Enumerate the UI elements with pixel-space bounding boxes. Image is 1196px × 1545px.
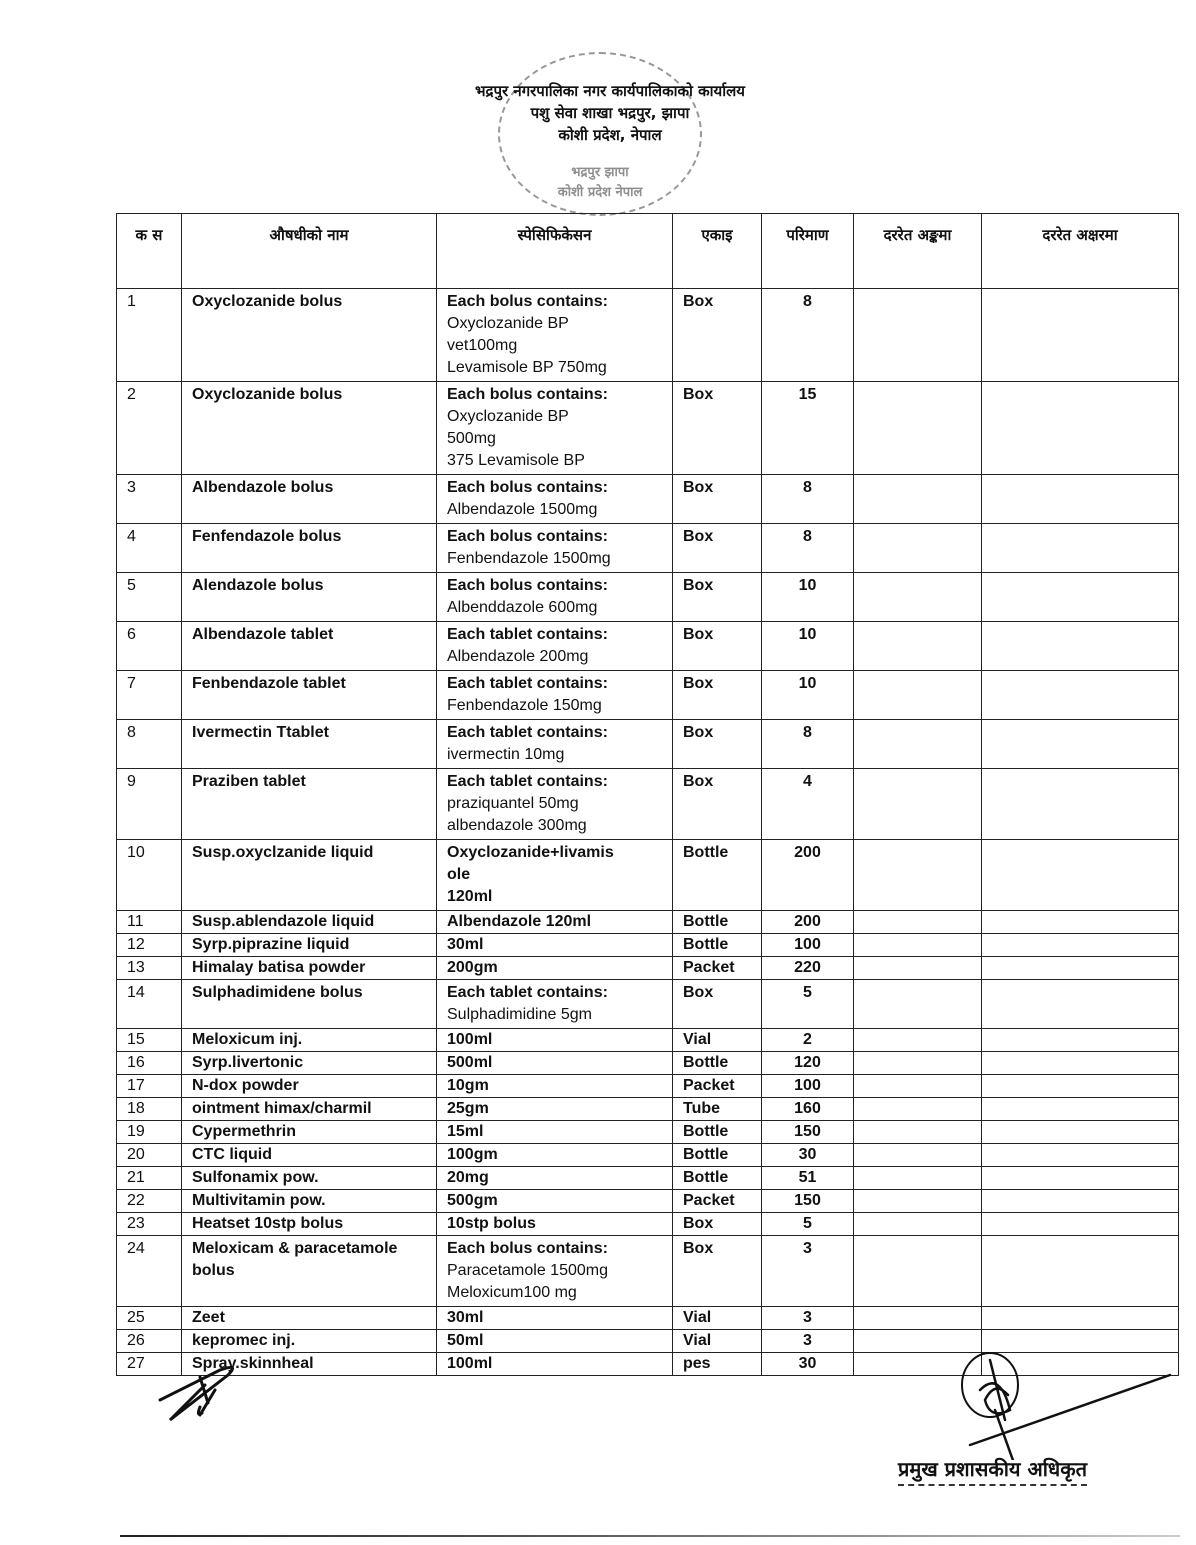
serial-number: 21 bbox=[117, 1167, 182, 1190]
medicine-name: Himalay batisa powder bbox=[182, 957, 437, 980]
serial-number: 1 bbox=[117, 289, 182, 382]
rate-in-words-cell bbox=[982, 524, 1179, 573]
rate-in-figures-cell bbox=[854, 1029, 982, 1052]
serial-number: 17 bbox=[117, 1075, 182, 1098]
quantity: 3 bbox=[762, 1236, 854, 1307]
specification bbox=[437, 1353, 673, 1376]
specification bbox=[437, 1052, 673, 1075]
specification-line: Oxyclozanide BP bbox=[447, 315, 569, 332]
rate-in-words-cell bbox=[982, 1075, 1179, 1098]
rate-in-words-cell bbox=[982, 1029, 1179, 1052]
medicine-name: Zeet bbox=[182, 1307, 437, 1330]
table-row bbox=[117, 769, 1179, 840]
rate-in-words-cell bbox=[982, 1190, 1179, 1213]
table-row bbox=[117, 1307, 1179, 1330]
rate-in-words-cell bbox=[982, 289, 1179, 382]
rate-in-figures-cell bbox=[854, 957, 982, 980]
specification bbox=[437, 840, 673, 911]
bottom-rule bbox=[120, 1535, 1180, 1537]
col-header-unit: एकाइ bbox=[673, 214, 762, 289]
rate-in-words-cell bbox=[982, 957, 1179, 980]
unit: Tube bbox=[673, 1098, 762, 1121]
rate-in-figures-cell bbox=[854, 840, 982, 911]
serial-number: 11 bbox=[117, 911, 182, 934]
quantity: 3 bbox=[762, 1307, 854, 1330]
specification-heading: 15ml bbox=[447, 1123, 484, 1140]
medicine-name: Susp.ablendazole liquid bbox=[182, 911, 437, 934]
medicine-name: Ivermectin Ttablet bbox=[182, 720, 437, 769]
rate-in-words-cell bbox=[982, 573, 1179, 622]
rate-in-figures-cell bbox=[854, 1167, 982, 1190]
medicine-name: Sulphadimidene bolus bbox=[182, 980, 437, 1029]
specification-heading: 50ml bbox=[447, 1332, 484, 1349]
unit: Box bbox=[673, 1213, 762, 1236]
rate-in-figures-cell bbox=[854, 622, 982, 671]
table-row bbox=[117, 1052, 1179, 1075]
rate-in-figures-cell bbox=[854, 1190, 982, 1213]
medicine-name: Sulfonamix pow. bbox=[182, 1167, 437, 1190]
specification bbox=[437, 1190, 673, 1213]
table-row bbox=[117, 622, 1179, 671]
right-signature bbox=[950, 1350, 1190, 1460]
serial-number: 16 bbox=[117, 1052, 182, 1075]
rate-in-figures-cell bbox=[854, 1121, 982, 1144]
serial-number: 23 bbox=[117, 1213, 182, 1236]
medicine-name: Heatset 10stp bolus bbox=[182, 1213, 437, 1236]
table-row bbox=[117, 1167, 1179, 1190]
specification-line: Albenddazole 600mg bbox=[447, 599, 598, 616]
rate-in-words-cell bbox=[982, 475, 1179, 524]
serial-number: 26 bbox=[117, 1330, 182, 1353]
specification-heading: Each tablet contains: bbox=[447, 724, 608, 741]
unit: Bottle bbox=[673, 840, 762, 911]
quantity: 200 bbox=[762, 840, 854, 911]
table-row bbox=[117, 573, 1179, 622]
specification bbox=[437, 382, 673, 475]
col-header-serial: क स bbox=[117, 214, 182, 289]
specification-line: Albendazole 200mg bbox=[447, 648, 589, 665]
quantity: 15 bbox=[762, 382, 854, 475]
quantity: 8 bbox=[762, 289, 854, 382]
rate-in-figures-cell bbox=[854, 573, 982, 622]
specification-line: ivermectin 10mg bbox=[447, 746, 565, 763]
medicine-name: Fenbendazole tablet bbox=[182, 671, 437, 720]
unit: Box bbox=[673, 289, 762, 382]
medicine-name: Syrp.piprazine liquid bbox=[182, 934, 437, 957]
specification bbox=[437, 524, 673, 573]
quantity: 100 bbox=[762, 1075, 854, 1098]
specification bbox=[437, 671, 673, 720]
unit: Box bbox=[673, 980, 762, 1029]
specification-heading: 500ml bbox=[447, 1054, 493, 1071]
quantity: 8 bbox=[762, 720, 854, 769]
specification-heading: 500gm bbox=[447, 1192, 498, 1209]
specification-heading: 10gm bbox=[447, 1077, 489, 1094]
unit: Packet bbox=[673, 1190, 762, 1213]
specification-line: vet100mg bbox=[447, 337, 518, 354]
quantity: 51 bbox=[762, 1167, 854, 1190]
rate-in-words-cell bbox=[982, 382, 1179, 475]
specification bbox=[437, 1144, 673, 1167]
specification bbox=[437, 1213, 673, 1236]
specification-heading: Each bolus contains: bbox=[447, 479, 608, 496]
rate-in-words-cell bbox=[982, 1307, 1179, 1330]
rate-in-figures-cell bbox=[854, 911, 982, 934]
specification-heading: Each tablet contains: bbox=[447, 626, 608, 643]
table-row bbox=[117, 1121, 1179, 1144]
medicine-name: Multivitamin pow. bbox=[182, 1190, 437, 1213]
medicine-quotation-table bbox=[116, 213, 1179, 1376]
quantity: 100 bbox=[762, 934, 854, 957]
serial-number: 6 bbox=[117, 622, 182, 671]
rate-in-words-cell bbox=[982, 840, 1179, 911]
unit: Bottle bbox=[673, 911, 762, 934]
medicine-name: Cypermethrin bbox=[182, 1121, 437, 1144]
rate-in-figures-cell bbox=[854, 475, 982, 524]
serial-number: 19 bbox=[117, 1121, 182, 1144]
col-header-medicine-name: औषधीको नाम bbox=[182, 214, 437, 289]
table-row bbox=[117, 475, 1179, 524]
specification-line: Fenbendazole 150mg bbox=[447, 697, 602, 714]
specification-heading: Each bolus contains: bbox=[447, 386, 608, 403]
rate-in-figures-cell bbox=[854, 1307, 982, 1330]
province-name: कोशी प्रदेश, नेपाल bbox=[558, 126, 662, 144]
quantity: 5 bbox=[762, 980, 854, 1029]
table-row bbox=[117, 980, 1179, 1029]
quantity: 10 bbox=[762, 573, 854, 622]
serial-number: 4 bbox=[117, 524, 182, 573]
specification-heading: Each bolus contains: bbox=[447, 1240, 608, 1257]
table-row bbox=[117, 1075, 1179, 1098]
rate-in-words-cell bbox=[982, 769, 1179, 840]
medicine-name: kepromec inj. bbox=[182, 1330, 437, 1353]
specification-heading: 100ml bbox=[447, 1031, 493, 1048]
unit: Vial bbox=[673, 1330, 762, 1353]
serial-number: 7 bbox=[117, 671, 182, 720]
officer-title: प्रमुख प्रशासकीय अधिकृत bbox=[898, 1455, 1087, 1486]
quantity: 200 bbox=[762, 911, 854, 934]
specification bbox=[437, 1330, 673, 1353]
rate-in-words-cell bbox=[982, 1167, 1179, 1190]
serial-number: 8 bbox=[117, 720, 182, 769]
office-name: भद्रपुर नगरपालिका नगर कार्यपालिकाको कार्यालय bbox=[475, 82, 745, 100]
specification bbox=[437, 1121, 673, 1144]
table-row bbox=[117, 934, 1179, 957]
rate-in-words-cell bbox=[982, 1098, 1179, 1121]
specification bbox=[437, 1075, 673, 1098]
medicine-name: Albendazole tablet bbox=[182, 622, 437, 671]
medicine-name: CTC liquid bbox=[182, 1144, 437, 1167]
table-body bbox=[117, 289, 1179, 1376]
unit: Vial bbox=[673, 1307, 762, 1330]
quantity: 10 bbox=[762, 671, 854, 720]
specification bbox=[437, 957, 673, 980]
left-signature bbox=[150, 1355, 270, 1435]
table-row bbox=[117, 720, 1179, 769]
medicine-name: Albendazole bolus bbox=[182, 475, 437, 524]
quantity: 2 bbox=[762, 1029, 854, 1052]
specification-heading: 25gm bbox=[447, 1100, 489, 1117]
specification-heading: 100ml bbox=[447, 1355, 493, 1372]
quantity: 8 bbox=[762, 475, 854, 524]
medicine-name: Oxyclozanide bolus bbox=[182, 289, 437, 382]
medicine-name: Alendazole bolus bbox=[182, 573, 437, 622]
table-row bbox=[117, 1236, 1179, 1307]
specification bbox=[437, 1029, 673, 1052]
unit: Vial bbox=[673, 1029, 762, 1052]
medicine-name: Meloxicam & paracetamole bolus bbox=[182, 1236, 437, 1307]
specification-heading: 30ml bbox=[447, 936, 484, 953]
serial-number: 2 bbox=[117, 382, 182, 475]
specification-heading: 20mg bbox=[447, 1169, 489, 1186]
specification bbox=[437, 573, 673, 622]
unit: Box bbox=[673, 382, 762, 475]
rate-in-figures-cell bbox=[854, 980, 982, 1029]
unit: Box bbox=[673, 671, 762, 720]
specification bbox=[437, 622, 673, 671]
serial-number: 12 bbox=[117, 934, 182, 957]
specification-heading: Each tablet contains: bbox=[447, 773, 608, 790]
specification bbox=[437, 980, 673, 1029]
specification bbox=[437, 720, 673, 769]
specification-line: Meloxicum100 mg bbox=[447, 1284, 577, 1301]
table-row bbox=[117, 671, 1179, 720]
section-name: पशु सेवा शाखा भद्रपुर, झापा bbox=[530, 104, 690, 122]
unit: Bottle bbox=[673, 1167, 762, 1190]
col-header-rate-words: दररेत अक्षरमा bbox=[982, 214, 1179, 289]
col-header-rate-figures: दररेत अङ्कमा bbox=[854, 214, 982, 289]
unit: Bottle bbox=[673, 1144, 762, 1167]
specification-heading: Each tablet contains: bbox=[447, 984, 608, 1001]
specification-line: praziquantel 50mg bbox=[447, 795, 579, 812]
specification-line: albendazole 300mg bbox=[447, 817, 587, 834]
serial-number: 10 bbox=[117, 840, 182, 911]
unit: Bottle bbox=[673, 1121, 762, 1144]
table-row bbox=[117, 289, 1179, 382]
table-row bbox=[117, 524, 1179, 573]
quantity: 10 bbox=[762, 622, 854, 671]
quantity: 8 bbox=[762, 524, 854, 573]
serial-number: 20 bbox=[117, 1144, 182, 1167]
rate-in-figures-cell bbox=[854, 934, 982, 957]
specification bbox=[437, 289, 673, 382]
quantity: 160 bbox=[762, 1098, 854, 1121]
medicine-name: Susp.oxyclzanide liquid bbox=[182, 840, 437, 911]
specification bbox=[437, 911, 673, 934]
specification-heading: 200gm bbox=[447, 959, 498, 976]
specification-line: 500mg bbox=[447, 430, 496, 447]
specification-line: Oxyclozanide BP bbox=[447, 408, 569, 425]
rate-in-words-cell bbox=[982, 1144, 1179, 1167]
specification bbox=[437, 769, 673, 840]
quantity: 150 bbox=[762, 1190, 854, 1213]
specification-heading: Oxyclozanide+livamis bbox=[447, 844, 614, 861]
quantity: 30 bbox=[762, 1144, 854, 1167]
unit: Bottle bbox=[673, 934, 762, 957]
rate-in-words-cell bbox=[982, 1052, 1179, 1075]
table-row bbox=[117, 1098, 1179, 1121]
unit: Box bbox=[673, 475, 762, 524]
stamp-text-1: भद्रपुर झापा bbox=[571, 165, 629, 180]
quantity: 5 bbox=[762, 1213, 854, 1236]
quantity: 220 bbox=[762, 957, 854, 980]
table-header-row bbox=[117, 214, 1179, 289]
rate-in-figures-cell bbox=[854, 382, 982, 475]
specification-heading: Each bolus contains: bbox=[447, 577, 608, 594]
serial-number: 14 bbox=[117, 980, 182, 1029]
quantity: 150 bbox=[762, 1121, 854, 1144]
rate-in-words-cell bbox=[982, 671, 1179, 720]
quantity: 120 bbox=[762, 1052, 854, 1075]
table-row bbox=[117, 840, 1179, 911]
serial-number: 9 bbox=[117, 769, 182, 840]
rate-in-figures-cell bbox=[854, 1052, 982, 1075]
rate-in-words-cell bbox=[982, 1121, 1179, 1144]
rate-in-words-cell bbox=[982, 1236, 1179, 1307]
specification-heading: 100gm bbox=[447, 1146, 498, 1163]
rate-in-words-cell bbox=[982, 980, 1179, 1029]
specification-heading: Each bolus contains: bbox=[447, 293, 608, 310]
quantity: 3 bbox=[762, 1330, 854, 1353]
specification-heading: Each bolus contains: bbox=[447, 528, 608, 545]
medicine-name: Fenfendazole bolus bbox=[182, 524, 437, 573]
table-row bbox=[117, 1213, 1179, 1236]
rate-in-words-cell bbox=[982, 1213, 1179, 1236]
serial-number: 13 bbox=[117, 957, 182, 980]
specification bbox=[437, 1236, 673, 1307]
specification-line: Albendazole 1500mg bbox=[447, 501, 598, 518]
unit: Packet bbox=[673, 1075, 762, 1098]
unit: Packet bbox=[673, 957, 762, 980]
stamp-text-2: कोशी प्रदेश नेपाल bbox=[557, 185, 643, 200]
rate-in-figures-cell bbox=[854, 1098, 982, 1121]
unit: Box bbox=[673, 1236, 762, 1307]
medicine-name: ointment himax/charmil bbox=[182, 1098, 437, 1121]
serial-number: 27 bbox=[117, 1353, 182, 1376]
rate-in-figures-cell bbox=[854, 1075, 982, 1098]
col-header-quantity: परिमाण bbox=[762, 214, 854, 289]
rate-in-words-cell bbox=[982, 911, 1179, 934]
rate-in-words-cell bbox=[982, 720, 1179, 769]
specification-line: Paracetamole 1500mg bbox=[447, 1262, 608, 1279]
table-row bbox=[117, 1144, 1179, 1167]
specification-line: 120ml bbox=[447, 888, 493, 905]
medicine-name: Oxyclozanide bolus bbox=[182, 382, 437, 475]
specification-line: Levamisole BP 750mg bbox=[447, 359, 607, 376]
serial-number: 18 bbox=[117, 1098, 182, 1121]
rate-in-figures-cell bbox=[854, 1213, 982, 1236]
serial-number: 5 bbox=[117, 573, 182, 622]
specification-line: 375 Levamisole BP bbox=[447, 452, 585, 469]
serial-number: 22 bbox=[117, 1190, 182, 1213]
specification-line: ole bbox=[447, 866, 471, 883]
specification bbox=[437, 1167, 673, 1190]
unit: Box bbox=[673, 622, 762, 671]
table-row bbox=[117, 382, 1179, 475]
table-row bbox=[117, 1190, 1179, 1213]
specification-line: Sulphadimidine 5gm bbox=[447, 1006, 592, 1023]
table-row bbox=[117, 911, 1179, 934]
rate-in-words-cell bbox=[982, 934, 1179, 957]
col-header-specification: स्पेसिफिकेसन bbox=[437, 214, 673, 289]
unit: pes bbox=[673, 1353, 762, 1376]
rate-in-figures-cell bbox=[854, 289, 982, 382]
table-row bbox=[117, 1029, 1179, 1052]
letterhead bbox=[380, 80, 840, 146]
specification bbox=[437, 475, 673, 524]
medicine-name: Meloxicum inj. bbox=[182, 1029, 437, 1052]
serial-number: 24 bbox=[117, 1236, 182, 1307]
specification bbox=[437, 1098, 673, 1121]
serial-number: 25 bbox=[117, 1307, 182, 1330]
table-row bbox=[117, 957, 1179, 980]
medicine-name: Spray.skinnheal bbox=[182, 1353, 437, 1376]
rate-in-words-cell bbox=[982, 622, 1179, 671]
rate-in-figures-cell bbox=[854, 671, 982, 720]
specification-heading: 30ml bbox=[447, 1309, 484, 1326]
quantity: 30 bbox=[762, 1353, 854, 1376]
rate-in-figures-cell bbox=[854, 1144, 982, 1167]
quantity: 4 bbox=[762, 769, 854, 840]
medicine-name: Praziben tablet bbox=[182, 769, 437, 840]
rate-in-figures-cell bbox=[854, 720, 982, 769]
rate-in-figures-cell bbox=[854, 769, 982, 840]
unit: Box bbox=[673, 573, 762, 622]
specification-heading: Albendazole 120ml bbox=[447, 913, 592, 930]
specification bbox=[437, 1307, 673, 1330]
unit: Box bbox=[673, 720, 762, 769]
unit: Bottle bbox=[673, 1052, 762, 1075]
rate-in-figures-cell bbox=[854, 1236, 982, 1307]
serial-number: 15 bbox=[117, 1029, 182, 1052]
specification bbox=[437, 934, 673, 957]
specification-heading: 10stp bolus bbox=[447, 1215, 536, 1232]
specification-line: Fenbendazole 1500mg bbox=[447, 550, 611, 567]
unit: Box bbox=[673, 524, 762, 573]
specification-heading: Each tablet contains: bbox=[447, 675, 608, 692]
medicine-name: Syrp.livertonic bbox=[182, 1052, 437, 1075]
medicine-name: N-dox powder bbox=[182, 1075, 437, 1098]
serial-number: 3 bbox=[117, 475, 182, 524]
unit: Box bbox=[673, 769, 762, 840]
rate-in-figures-cell bbox=[854, 524, 982, 573]
